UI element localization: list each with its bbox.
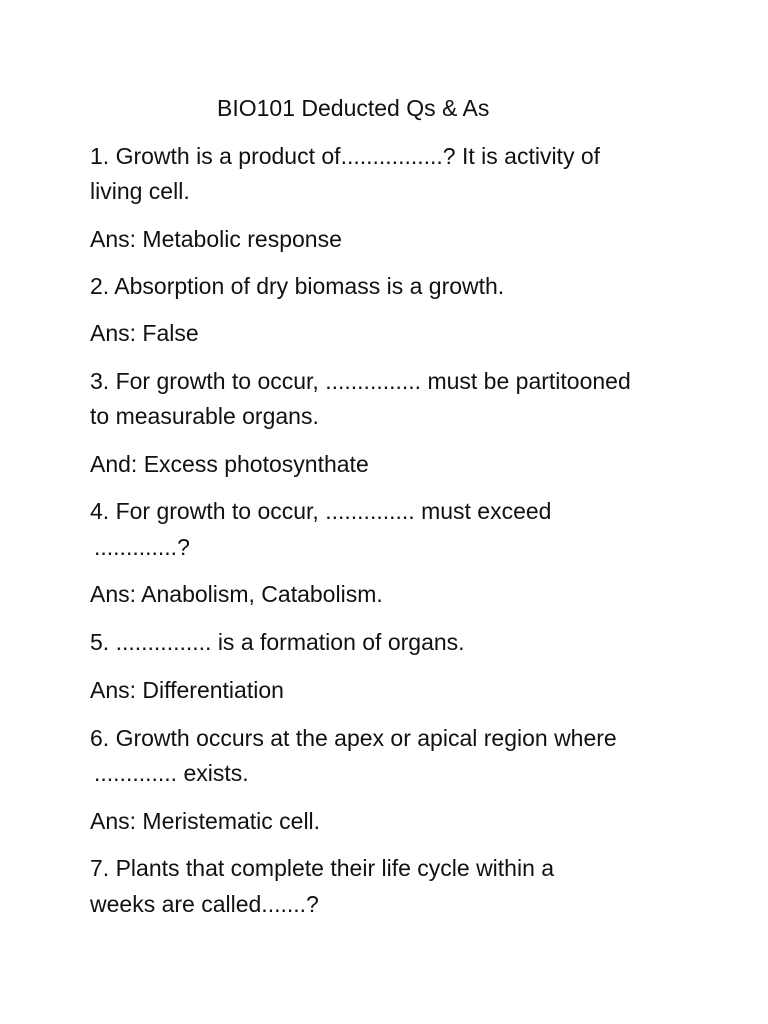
question-1-line-1: 1. Growth is a product of................? It is activity of (90, 143, 601, 169)
document-title: BIO101 Deducted Qs & As (217, 95, 490, 121)
question-4-line-1: 4. For growth to occur, .............. must exceed (90, 498, 552, 524)
question-7-line-1: 7. Plants that complete their life cycle within a (90, 855, 555, 881)
question-2: 2. Absorption of dry biomass is a growth. (90, 273, 505, 299)
answer-4: Ans: Anabolism, Catabolism. (90, 581, 383, 607)
answer-6: Ans: Meristematic cell. (90, 808, 321, 834)
question-3-line-1: 3. For growth to occur, ............... must be partitooned (90, 368, 631, 394)
question-1-line-2: living cell. (90, 178, 190, 204)
answer-1: Ans: Metabolic response (90, 226, 342, 252)
question-3-line-2: to measurable organs. (90, 403, 319, 429)
question-4-line-2: .............? (94, 534, 190, 560)
answer-5: Ans: Differentiation (90, 677, 284, 703)
question-5: 5. ............... is a formation of organs. (90, 629, 465, 655)
answer-3: And: Excess photosynthate (90, 451, 369, 477)
question-7-line-2: weeks are called.......? (90, 891, 319, 917)
question-6-line-2: ............. exists. (94, 760, 249, 786)
answer-2: Ans: False (90, 320, 199, 346)
question-6-line-1: 6. Growth occurs at the apex or apical region where (90, 725, 617, 751)
